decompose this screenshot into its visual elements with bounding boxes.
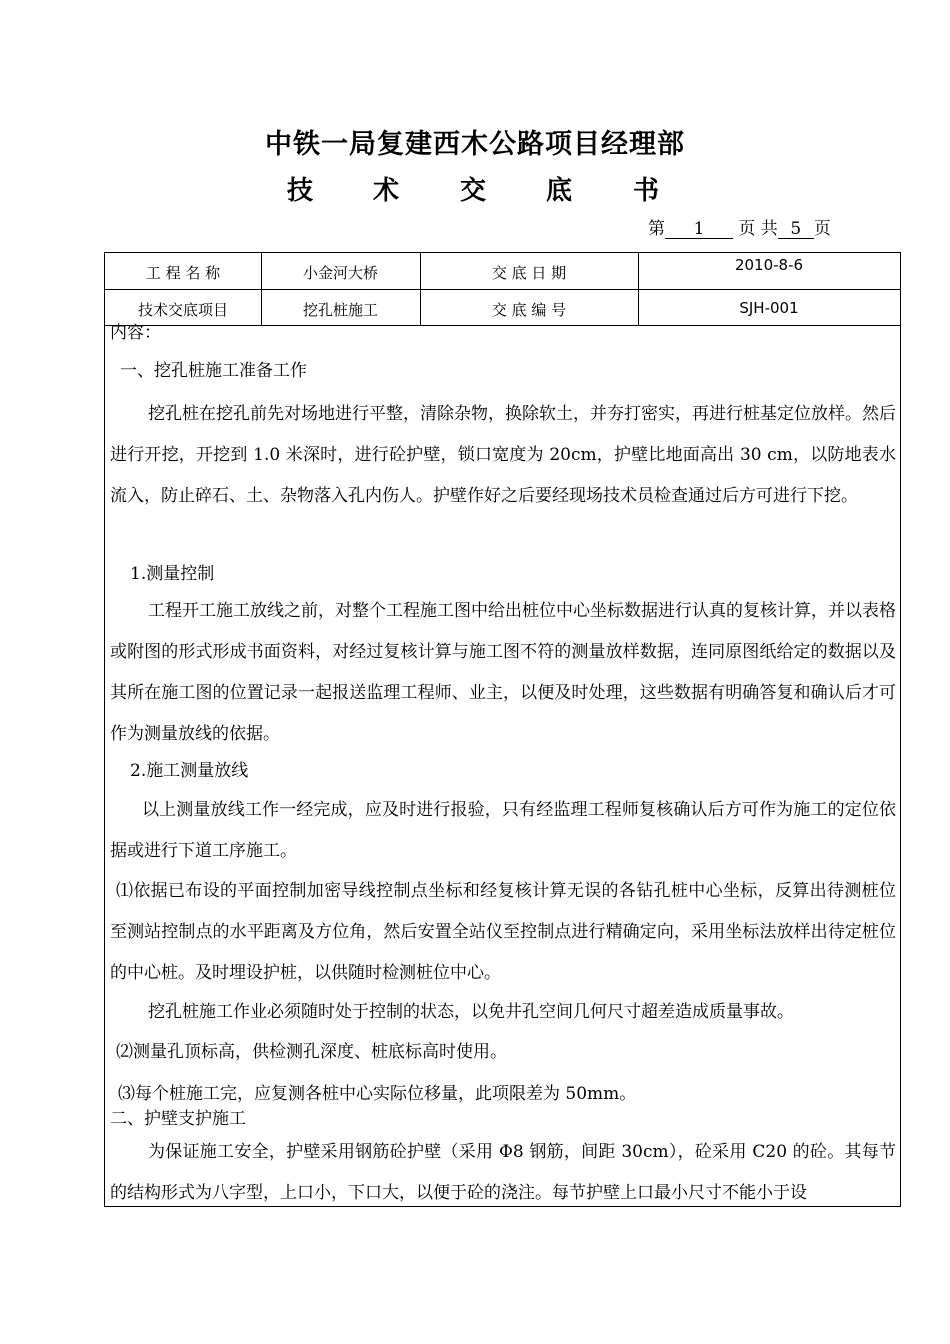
list-item-1: ⑴依据已布设的平面控制加密导线控制点坐标和经复核计算无误的各钻孔桩中心坐标，反算出待测桩位至测站控制点的水平距离及方位角，然后安置全站仪至控制点进行精确定向，采用坐标法放样出待定桩位的中心桩。及时埋设护桩，以供随时检测桩位中心。 [110, 881, 896, 983]
page-total: 5 [778, 221, 814, 239]
doc-title-char-1: 技 [287, 176, 314, 206]
doc-title-char-4: 底 [546, 176, 573, 206]
project-name-value: 小金河大桥 [302, 264, 378, 282]
list-item-2: ⑵测量孔顶标高，供检测孔深度、桩底标高时使用。 [116, 1042, 507, 1062]
item-label: 技术交底项目 [137, 301, 228, 319]
item-value: 挖孔桩施工 [302, 301, 378, 319]
section-1-paragraph: 挖孔桩在挖孔前先对场地进行平整，清除杂物，换除软土，并夯打密实，再进行桩基定位放样。然后进行开挖，开挖到 1.0 米深时，进行砼护壁，锁口宽度为 20cm，护壁比地面高出 30 cm，以防地表水流入，防止碎石、土、杂物落入孔内伤人。护壁作好之后要经现场技术员检查通过后方可进行下挖。 [110, 404, 896, 506]
table-row-divider-1 [105, 289, 900, 290]
page-prefix: 第 [648, 219, 665, 239]
section-2-paragraph: 为保证施工安全，护壁采用钢筋砼护壁（采用 Φ8 钢筋，间距 30cm），砼采用 C20 的砼。其每节的结构形式为八字型，上口小，下口大，以便于砼的浇注。每节护壁上口最小尺寸不能小于设 [110, 1142, 896, 1203]
subsection-1-paragraph: 工程开工施工放线之前，对整个工程施工图中给出桩位中心坐标数据进行认真的复核计算，并以表格或附图的形式形成书面资料，对经过复核计算与施工图不符的测量放样数据，连同原图纸给定的数据以及其所在施工图的位置记录一起报送监理工程师、业主，以便及时处理，这些数据有明确答复和确认后才可作为测量放线的依据。 [110, 601, 896, 744]
page-indicator [648, 214, 831, 239]
page-mid: 页 共 [738, 219, 778, 239]
project-name-label: 工 程 名 称 [145, 264, 221, 282]
doc-title-char-2: 术 [373, 176, 400, 206]
number-label: 交 底 编 号 [491, 301, 567, 319]
subsection-1-heading: 1.测量控制 [130, 564, 215, 584]
doc-title-char-5: 书 [633, 176, 660, 206]
list-item-3: ⑶每个桩施工完，应复测各桩中心实际位移量，此项限差为 50mm。 [118, 1084, 637, 1104]
date-label: 交 底 日 期 [491, 264, 567, 282]
number-value: SJH-001 [739, 299, 799, 317]
content-label: 内容： [110, 323, 161, 343]
date-value: 2010-8-6 [734, 256, 804, 274]
section-1-heading: 一、挖孔桩施工准备工作 [120, 361, 307, 381]
doc-title-char-3: 交 [460, 176, 487, 206]
page-current: 1 [665, 221, 733, 239]
section-2-heading: 二、护壁支护施工 [110, 1109, 246, 1129]
company-title: 中铁一局复建西木公路项目经理部 [265, 129, 685, 160]
subsection-2-paragraph: 以上测量放线工作一经完成，应及时进行报验，只有经监理工程师复核确认后方可作为施工的定位依据或进行下道工序施工。 [110, 800, 896, 861]
subsection-2-heading: 2.施工测量放线 [130, 761, 249, 781]
control-paragraph: 挖孔桩施工作业必须随时处于控制的状态，以免井孔空间几何尺寸超差造成质量事故。 [148, 1002, 794, 1022]
page-suffix: 页 [813, 219, 831, 239]
